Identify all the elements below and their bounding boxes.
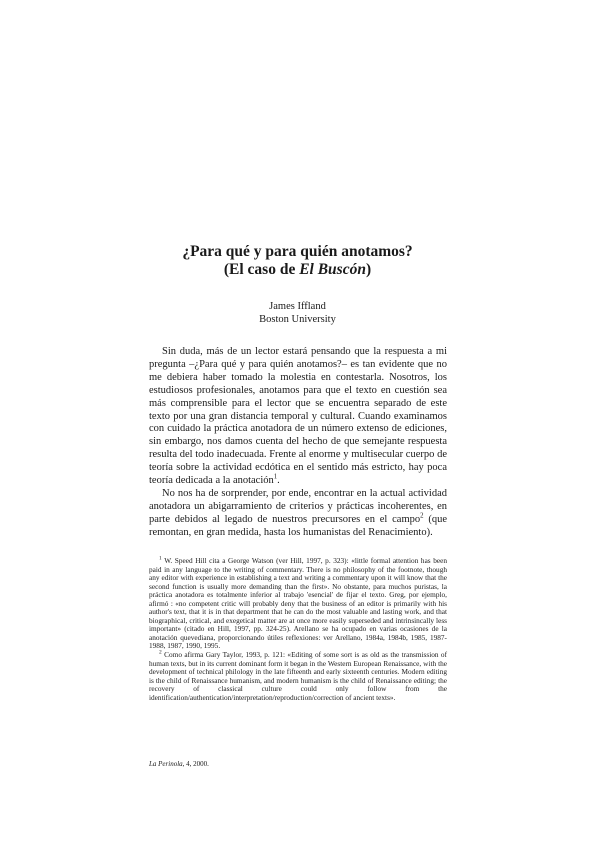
footer-issue: , 4, 2000. xyxy=(182,760,209,768)
footnote-2 xyxy=(149,651,447,702)
title-line-2 xyxy=(0,261,595,279)
page-footer xyxy=(149,760,209,769)
footnote-1-mark: 1 xyxy=(159,555,162,562)
title-line-1: ¿Para qué y para quién anotamos? xyxy=(182,243,413,260)
paragraph-1 xyxy=(149,346,447,488)
article-title xyxy=(0,243,595,279)
footnote-ref-2[interactable]: 2 xyxy=(420,512,424,520)
paragraph-2-end: (que remontan, en gran medida, hasta los humanistas del Renacimiento). xyxy=(149,513,447,538)
footnotes xyxy=(149,557,447,702)
author-affiliation: Boston University xyxy=(259,314,336,325)
title-line-2-suffix: ) xyxy=(365,261,372,278)
author-block xyxy=(0,300,595,326)
paragraph-1-text: Sin duda, más de un lector estará pensando que la respuesta a mi pregunta –¿Para qué y para quién anotamos?– es tan evidente que no me debiera haber tomado la molestia en contestarla. Nosotros, los estudiosos profesionales, anotamos para que el texto en cuestión sea más comprensible para el lector que se encuentra separado de este texto por una gran distancia temporal y cultural. Cuando examinamos con cuidado la práctica anotadora de un número extenso de ediciones, sin embargo, nos damos cuenta del hecho de que semejante respuesta resulta del todo inadecuada. Frente al enorme y multisecular cuerpo de teoría sobre la actividad ecdótica en el sentido más estricto, hay poca teoría dedicada a la anotación xyxy=(149,346,447,487)
title-line-2-prefix: (El caso de xyxy=(223,261,300,278)
footnote-2-text: Como afirma Gary Taylor, 1993, p. 121: «Editing of some sort is as old as the transmission of human texts, but in its current dominant form it began in the Western European Renaissance, with the development of technical philology in the late fifteenth and early sixteenth centuries. Modern editing is the child of Renaissance humanism, and modern humanism is the child of Renaissance editing; the recovery of classical culture could only follow from the identification/authentication/interpretation/reproduction/correction of ancient texts». xyxy=(149,650,447,702)
author-name: James Iffland xyxy=(269,301,326,312)
body-text xyxy=(149,346,447,540)
footnote-ref-1[interactable]: 1 xyxy=(273,473,278,481)
paragraph-1-end: . xyxy=(277,475,280,487)
footnote-2-mark: 2 xyxy=(159,649,162,656)
footnote-1 xyxy=(149,557,447,651)
paragraph-2 xyxy=(149,488,447,540)
title-work-name: El Buscón xyxy=(299,261,366,278)
paragraph-2-text: No nos ha de sorprender, por ende, encontrar en la actual actividad anotadora un abigarramiento de criterios y prácticas incoherentes, en parte debidos al legado de nuestros precursores en el campo xyxy=(149,487,447,525)
footer-journal: La Perinola xyxy=(149,760,183,768)
footnote-1-text: W. Speed Hill cita a George Watson (ver Hill, 1997, p. 323): «little formal attention has been paid in any language to the writing of commentary. There is no philosophy of the footnote, though any editor with experience in establishing a text and writing a commentary upon it will know that the second function is usually more demanding than the first». No obstante, para muchos puristas, la práctica anotadora es totalmente inferior al trabajo 'esencial' de fijar el texto. Greg, por ejemplo, afirmó : «no competent critic will probably deny that the business of an editor is primarily with his author's text, that it is in that department that he can do the most valuable and lasting work, and that biographical, critical, and exegetical matter are at once more easily superseded and intrinsincally less important» (citado en Hill, 1997, pp. 324-25). Arellano se ha ocupado en varias ocasiones de la anotación quevediana, proporcionando útiles reflexiones: ver Arellano, 1984a, 1984b, 1985, 1987-1988, 1987, 1990, 1995. xyxy=(149,556,447,651)
